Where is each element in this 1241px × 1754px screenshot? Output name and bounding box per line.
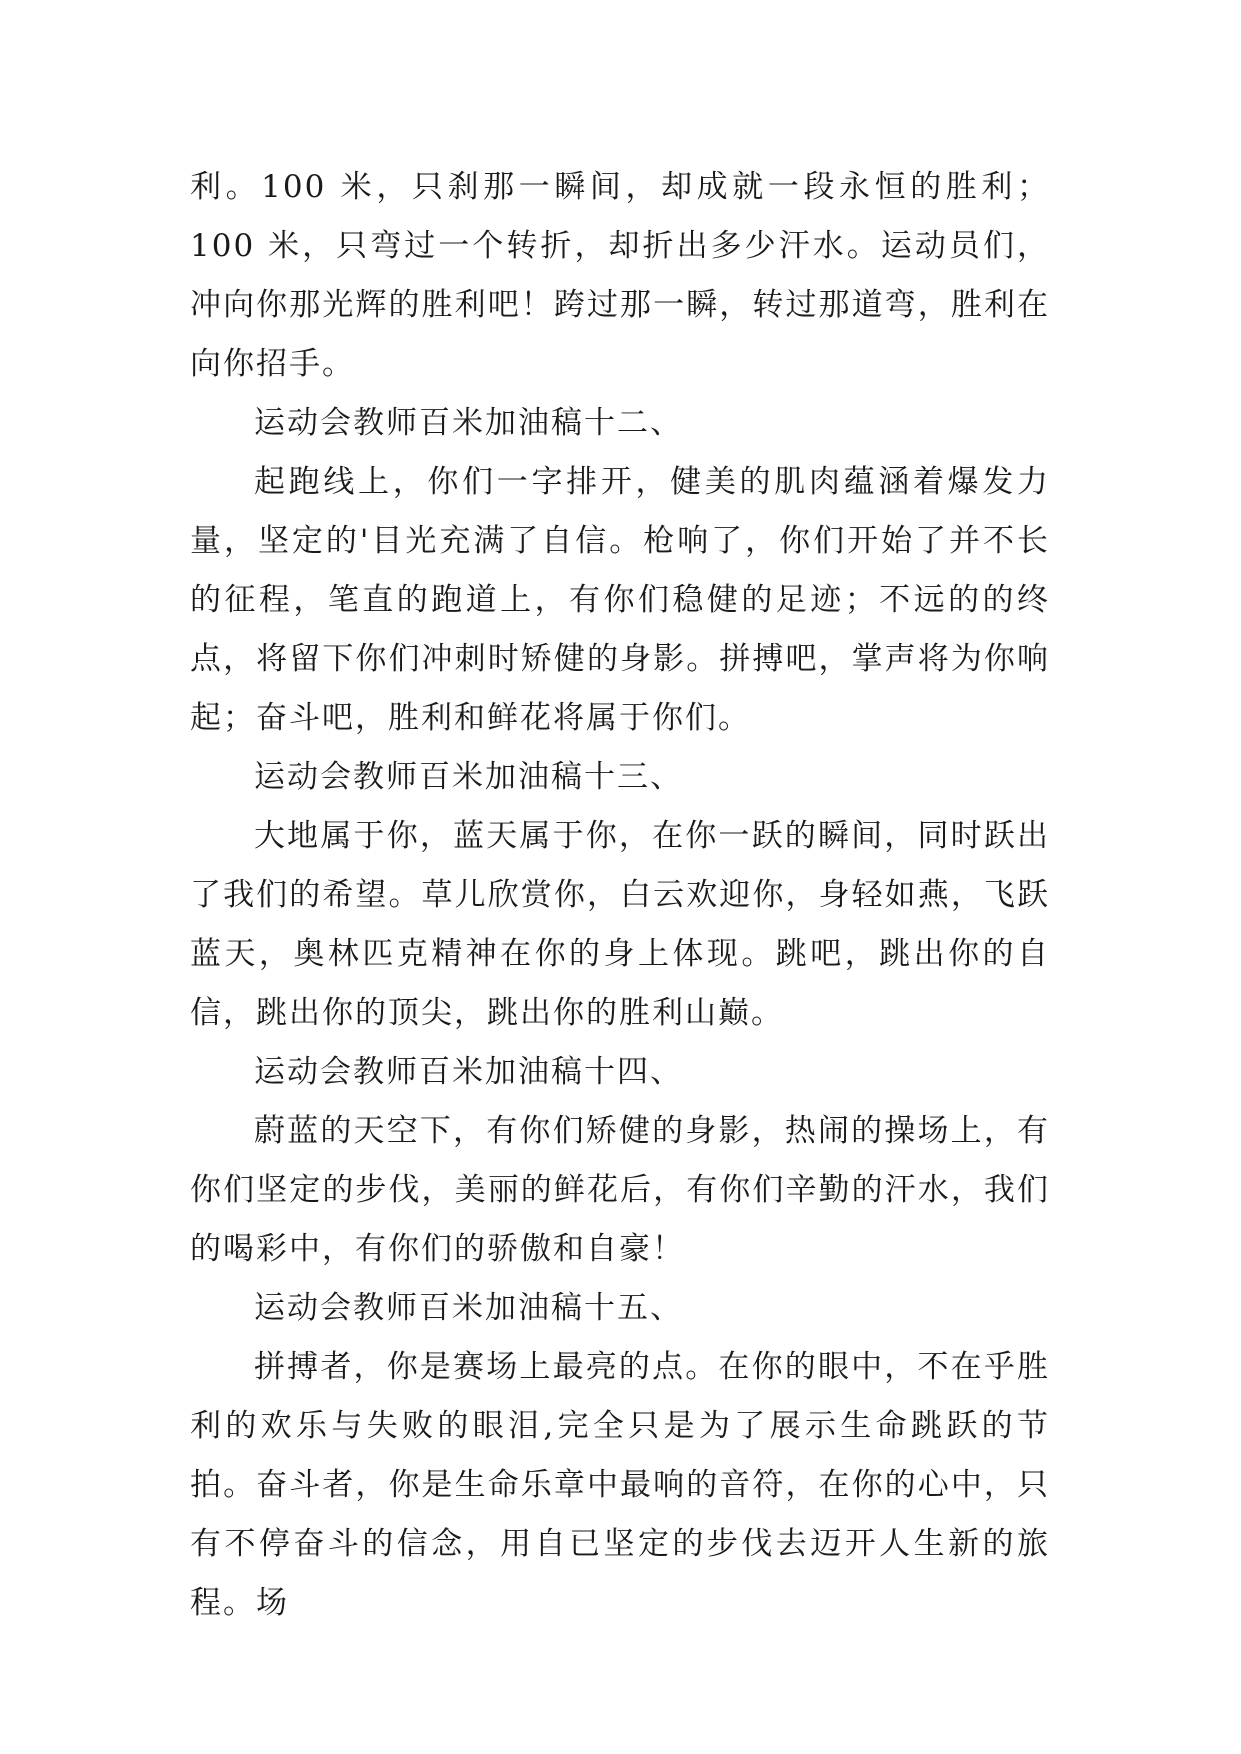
paragraph-15: 拼搏者，你是赛场上最亮的点。在你的眼中，不在乎胜利的欢乐与失败的眼泪,完全只是为了展示生命跳跃的节拍。奋斗者，你是生命乐章中最响的音符，在你的心中，只有不停奋斗的信念，用自已坚定的步伐去迈开人生新的旅程。场 [190,1349,1050,1621]
paragraph-14: 蔚蓝的天空下，有你们矫健的身影，热闹的操场上，有你们坚定的步伐，美丽的鲜花后，有你们辛勤的汗水，我们的喝彩中，有你们的骄傲和自豪！ [190,1113,1050,1267]
paragraph-continuation: 利。100 米，只刹那一瞬间，却成就一段永恒的胜利；100 米，只弯过一个转折，却折出多少汗水。运动员们，冲向你那光辉的胜利吧！跨过那一瞬，转过那道弯，胜利在向你招手。 [190,169,1050,382]
document-body [190,158,1050,1633]
paragraph-13: 大地属于你，蓝天属于你，在你一跃的瞬间，同时跃出了我们的希望。草儿欣赏你，白云欢迎你，身轻如燕，飞跃蓝天，奥林匹克精神在你的身上体现。跳吧，跳出你的自信，跳出你的顶尖，跳出你的胜利山巅。 [190,818,1050,1031]
paragraph-12: 起跑线上，你们一字排开，健美的肌肉蕴涵着爆发力量，坚定的'目光充满了自信。枪响了，你们开始了并不长的征程，笔直的跑道上，有你们稳健的足迹；不远的的终点，将留下你们冲刺时矫健的身影。拼搏吧，掌声将为你响起；奋斗吧，胜利和鲜花将属于你们。 [190,464,1050,736]
section-heading-14: 运动会教师百米加油稿十四、 [254,1054,683,1090]
section-heading-13: 运动会教师百米加油稿十三、 [254,759,683,795]
section-heading-12: 运动会教师百米加油稿十二、 [254,405,683,441]
section-heading-15: 运动会教师百米加油稿十五、 [254,1290,683,1326]
